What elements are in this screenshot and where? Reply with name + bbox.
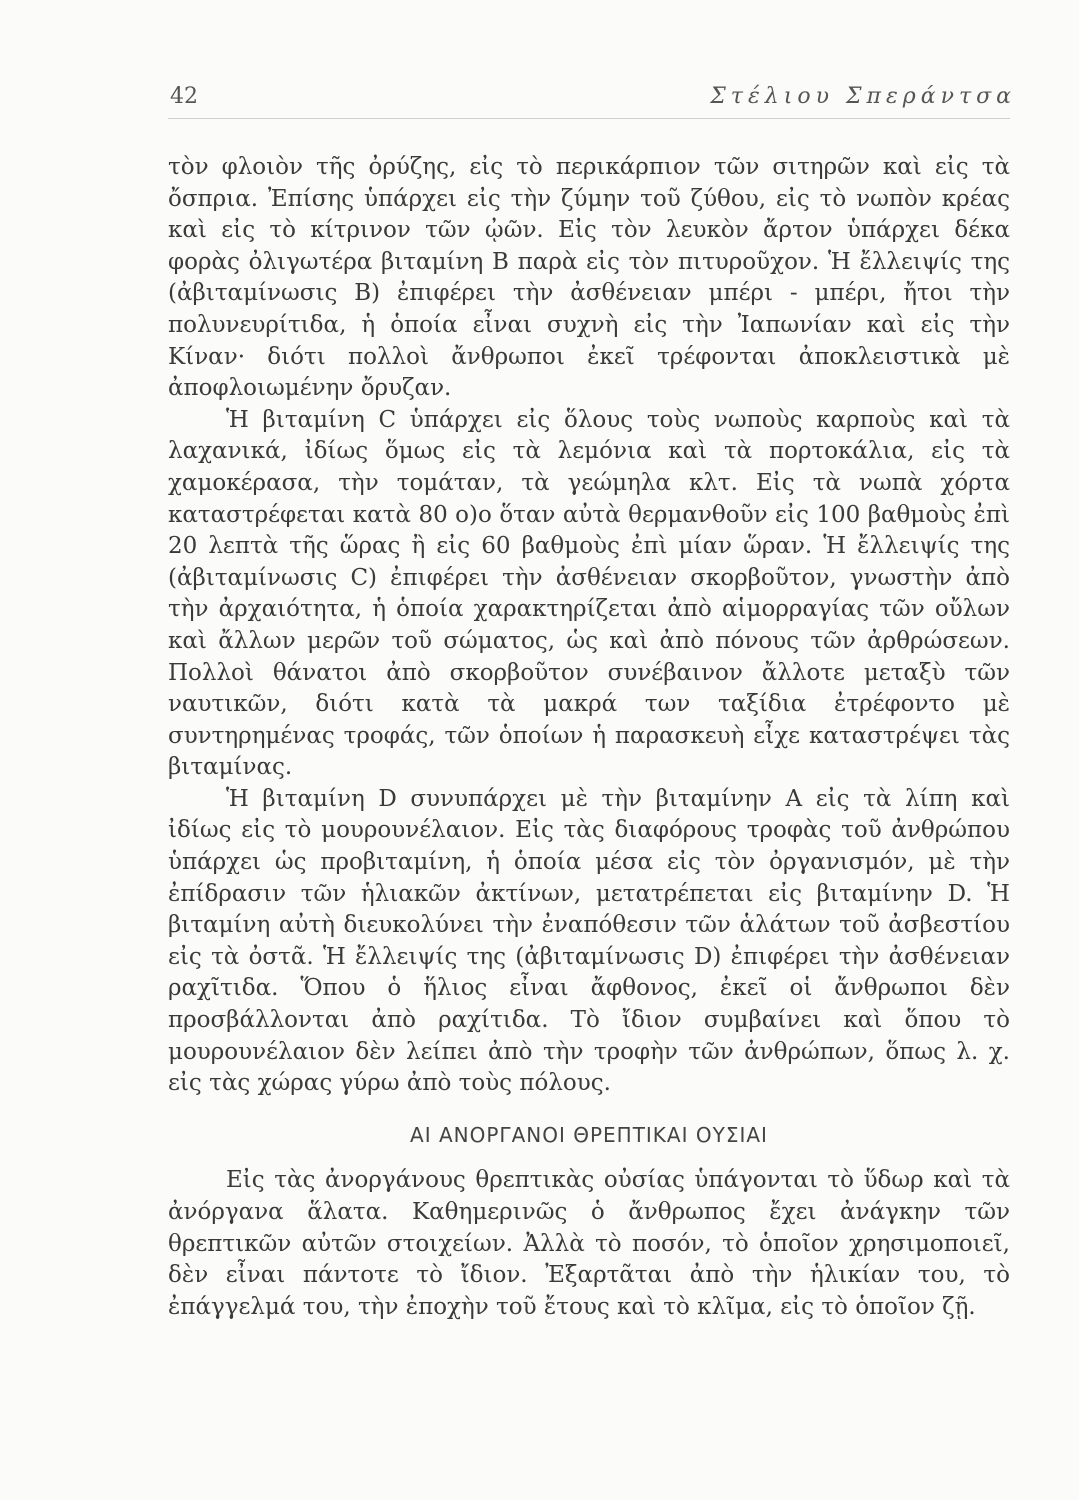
paragraph-vitamin-b: τὸν φλοιὸν τῆς ὀρύζης, εἰς τὸ περικάρπιον τῶν σιτηρῶν καὶ εἰς τὰ ὄσπρια. Ἐπίσης ὑπάρχει εἰς τὴν ζύμην τοῦ ζύθου, εἰς τὸ νωπὸν κρέας καὶ εἰς τὸ κίτρινον τῶν ᾠῶν. Εἰς τὸν λευκὸν ἄρτον ὑπάρχει δέκα φορὰς ὀλιγωτέρα βιταμίνη Β παρὰ εἰς τὸν πιτυροῦχον. Ἡ ἔλλειψίς της (ἀβιταμίνωσις Β) ἐπιφέρει τὴν ἀσθένειαν μπέρι - μπέρι, ἤτοι τὴν πολυνευρίτιδα, ἡ ὁποία εἶναι συχνὴ εἰς τὴν Ἰαπωνίαν καὶ εἰς τὴν Κίναν· διότι πολλοὶ ἄνθρωποι ἐκεῖ τρέφονται ἀποκλειστικὰ μὲ ἀποφλοιωμένην ὄρυζαν.: [168, 154, 1010, 402]
page-number: 42: [170, 84, 198, 109]
page-header: [162, 84, 1018, 114]
section-heading: ΑΙ ΑΝΟΡΓΑΝΟΙ ΘΡΕΠΤΙΚΑΙ ΟΥΣΙΑΙ: [410, 1122, 768, 1147]
paragraph-vitamin-c: Ἡ βιταμίνη C ὑπάρχει εἰς ὅλους τοὺς νωποὺς καρποὺς καὶ τὰ λαχανικά, ἰδίως ὅμως εἰς τὰ λεμόνια καὶ τὰ πορτοκάλια, εἰς τὰ χαμοκέρασα, τὴν τομάταν, τὰ γεώμηλα κλτ. Εἰς τὰ νωπὰ χόρτα καταστρέφεται κατὰ 80 ο)ο ὅταν αὐτὰ θερμανθοῦν εἰς 100 βαθμοὺς ἐπὶ 20 λεπτὰ τῆς ὥρας ἢ εἰς 60 βαθμοὺς ἐπὶ μίαν ὥραν. Ἡ ἔλλειψίς της (ἀβιταμίνωσις C) ἐπιφέρει τὴν ἀσθένειαν σκορβοῦτον, γνωστὴν ἀπὸ τὴν ἀρχαιότητα, ἡ ὁποία χαρακτηρίζεται ἀπὸ αἱμορραγίας τῶν οὔλων καὶ ἄλλων μερῶν τοῦ σώματος, ὡς καὶ ἀπὸ πόνους τῶν ἀρθρώσεων. Πολλοὶ θάνατοι ἀπὸ σκορβοῦτον συνέβαινον ἄλλοτε μεταξὺ τῶν ναυτικῶν, διότι κατὰ τὰ μακρά των ταξίδια ἐτρέφοντο μὲ συντηρημένας τροφάς, τῶν ὁποίων ἡ παρασκευὴ εἶχε καταστρέψει τὰς βιταμίνας.: [168, 406, 1010, 781]
paragraph-vitamin-d: Ἡ βιταμίνη D συνυπάρχει μὲ τὴν βιταμίνην Α εἰς τὰ λίπη καὶ ἰδίως εἰς τὸ μουρουνέλαιον. Εἰς τὰς διαφόρους τροφὰς τοῦ ἀνθρώπου ὑπάρχει ὡς προβιταμίνη, ἡ ὁποία μέσα εἰς τὸν ὀργανισμόν, μὲ τὴν ἐπίδρασιν τῶν ἡλιακῶν ἀκτίνων, μετατρέπεται εἰς βιταμίνην D. Ἡ βιταμίνη αὐτὴ διευκολύνει τὴν ἐναπόθεσιν τῶν ἁλάτων τοῦ ἀσβεστίου εἰς τὰ ὀστᾶ. Ἡ ἔλλειψίς της (ἀβιταμίνωσις D) ἐπιφέρει τὴν ἀσθένειαν ραχῖτιδα. Ὅπου ὁ ἥλιος εἶναι ἄφθονος, ἐκεῖ οἱ ἄνθρωποι δὲν προσβάλλονται ἀπὸ ραχίτιδα. Τὸ ἴδιον συμβαίνει καὶ ὅπου τὸ μουρουνέλαιον δὲν λείπει ἀπὸ τὴν τροφὴν τῶν ἀνθρώπων, ὅπως λ. χ. εἰς τὰς χώρας γύρω ἀπὸ τοὺς πόλους.: [168, 785, 1010, 1097]
header-divider: [168, 118, 1010, 119]
body-text: [168, 152, 1010, 1323]
running-title: Στέλιου Σπεράντσα: [710, 84, 1016, 109]
paragraph-inorganic: Εἰς τὰς ἀνοργάνους θρεπτικὰς οὐσίας ὑπάγονται τὸ ὕδωρ καὶ τὰ ἀνόργανα ἅλατα. Καθημερινῶς ὁ ἄνθρωπος ἔχει ἀνάγκην τῶν θρεπτικῶν αὐτῶν στοιχείων. Ἀλλὰ τὸ ποσόν, τὸ ὁποῖον χρησιμοποιεῖ, δὲν εἶναι πάντοτε τὸ ἴδιον. Ἐξαρτᾶται ἀπὸ τὴν ἡλικίαν του, τὸ ἐπάγγελμά του, τὴν ἐποχὴν τοῦ ἔτους καὶ τὸ κλῖμα, εἰς τὸ ὁποῖον ζῇ.: [168, 1167, 1010, 1320]
